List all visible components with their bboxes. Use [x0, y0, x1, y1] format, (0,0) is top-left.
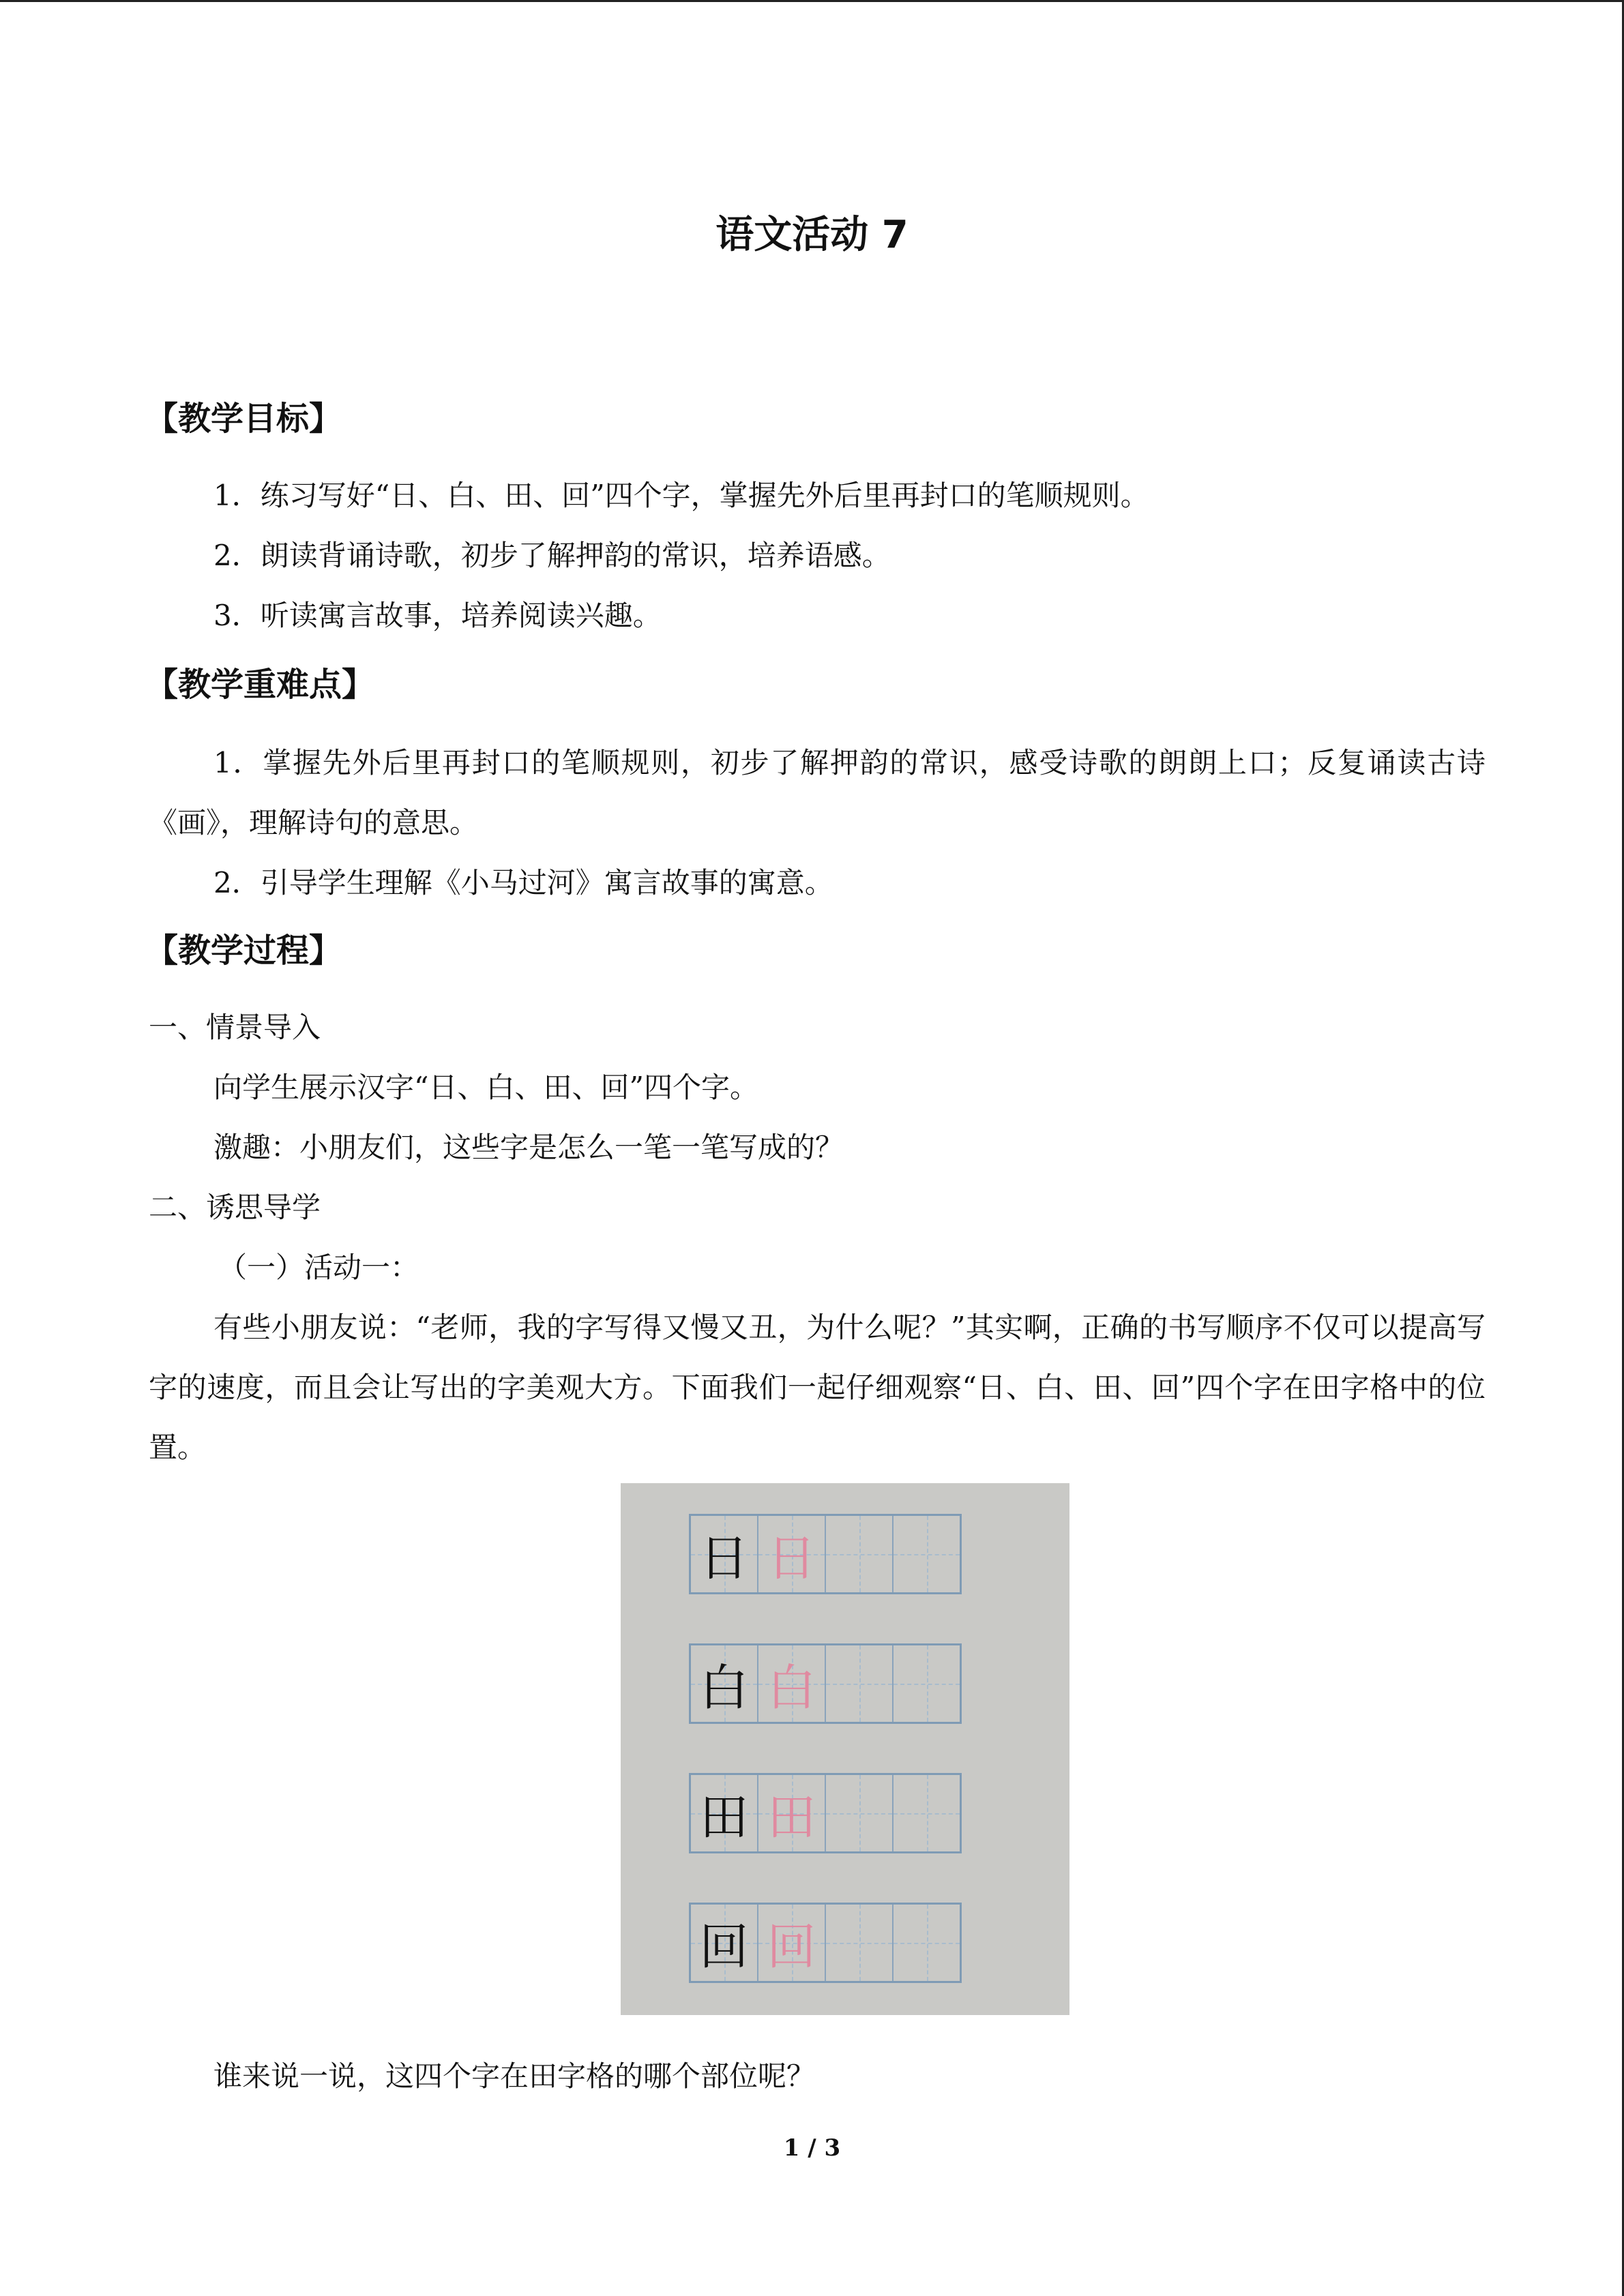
top-border-line: [0, 0, 1624, 2]
char-trace: 日: [767, 1530, 816, 1587]
step1-line1: 向学生展示汉字“日、白、田、回”四个字。: [213, 1071, 758, 1104]
heading-key-points: 【教学重难点】: [145, 666, 375, 704]
char-example: 日: [699, 1530, 749, 1587]
step2-title: 二、诱思导学: [149, 1191, 321, 1224]
char-trace: 回: [767, 1918, 816, 1976]
grid-row-bai: [689, 1643, 962, 1724]
char-trace: 田: [767, 1789, 816, 1846]
heading-teaching-goals: 【教学目标】: [145, 400, 342, 438]
goal-item-1: 1．练习写好“日、白、田、回”四个字，掌握先外后里再封口的笔顺规则。: [213, 479, 1149, 512]
char-example: 白: [699, 1659, 749, 1716]
char-trace: 白: [767, 1659, 816, 1716]
activity1-paragraph: 有些小朋友说：“老师，我的字写得又慢又丑，为什么呢？”其实啊，正确的书写顺序不仅可以提高写字的速度，而且会让写出的字美观大方。下面我们一起仔细观察“日、白、田、回”四个字在田字格中的位置。: [149, 1311, 1486, 1464]
grid-row-hui: [689, 1903, 962, 1983]
page-number: 1 / 3: [783, 2134, 841, 2162]
goal-item-2: 2．朗读背诵诗歌，初步了解押韵的常识，培养语感。: [213, 539, 891, 572]
question-text: 谁来说一说，这四个字在田字格的哪个部位呢？: [213, 2059, 816, 2093]
tianzige-photo: [621, 1483, 1069, 2015]
step1-title: 一、情景导入: [149, 1011, 321, 1044]
activity1-title: （一）活动一：: [218, 1251, 419, 1284]
grid-row-tian: [689, 1773, 962, 1853]
char-example: 田: [699, 1789, 749, 1846]
goal-item-3: 3．听读寓言故事，培养阅读兴趣。: [213, 599, 662, 632]
grid-row-ri: [689, 1514, 962, 1594]
keypoint-item-1: 1．掌握先外后里再封口的笔顺规则，初步了解押韵的常识，感受诗歌的朗朗上口；反复诵读古诗《画》，理解诗句的意思。: [149, 746, 1486, 839]
char-example: 回: [699, 1918, 749, 1976]
heading-teaching-process: 【教学过程】: [145, 931, 342, 970]
keypoint-item-2: 2．引导学生理解《小马过河》寓言故事的寓意。: [213, 866, 833, 899]
step1-line2: 激趣：小朋友们，这些字是怎么一笔一笔写成的？: [213, 1131, 844, 1164]
document-title: 语文活动 7: [715, 213, 909, 257]
